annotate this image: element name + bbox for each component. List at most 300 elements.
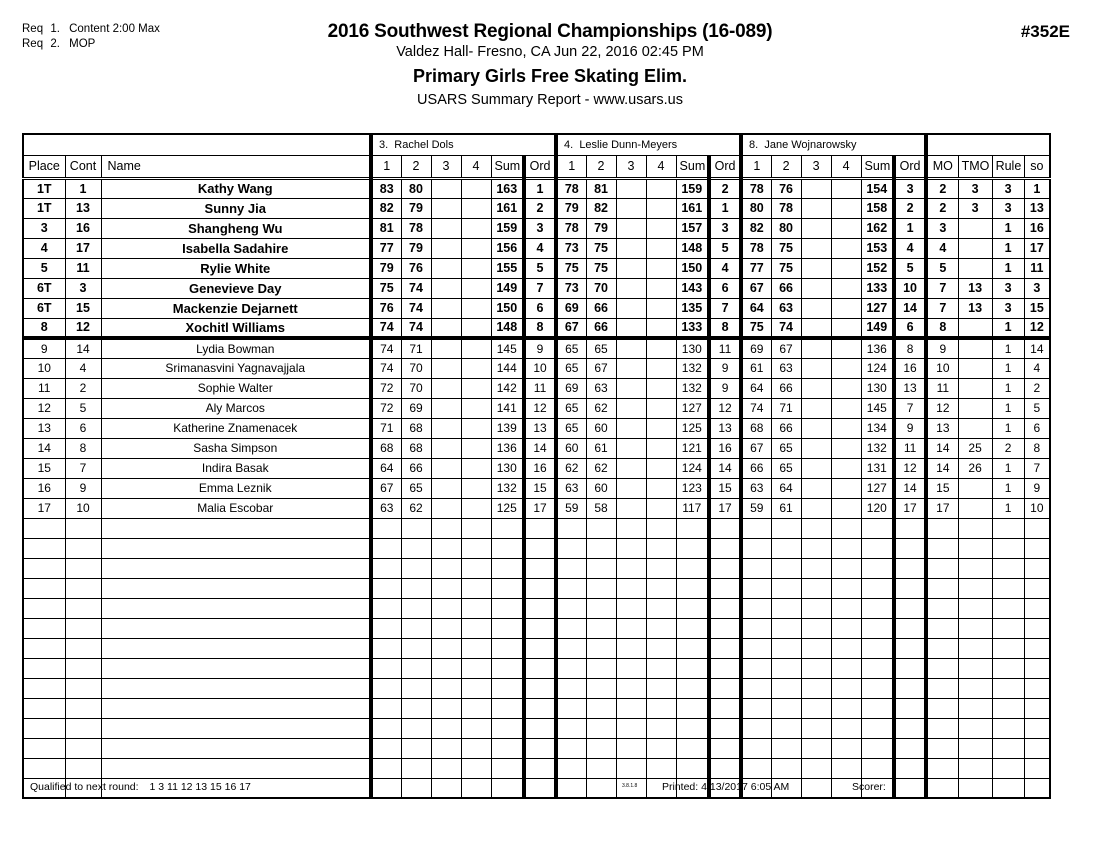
cell-place: 5	[23, 258, 65, 278]
cell-so: 3	[1024, 278, 1050, 298]
cell-j1-1: 68	[371, 438, 401, 458]
cell-j3-2: 63	[771, 358, 801, 378]
cell-j2-4	[646, 278, 676, 298]
cell-j2-sum: 135	[676, 298, 709, 318]
table-row[interactable]	[23, 298, 1050, 318]
cell-j3-3	[801, 198, 831, 218]
cell-place: 3	[23, 218, 65, 238]
cell-j1-2: 74	[401, 278, 431, 298]
cell-j2-3	[616, 418, 646, 438]
cell-cont	[65, 538, 101, 558]
cell-name: Sasha Simpson	[101, 438, 371, 458]
cell-j1-ord: 6	[524, 298, 556, 318]
cell-so: 14	[1024, 338, 1050, 358]
cell-j3-3	[801, 178, 831, 198]
col-header-j3-2: 2	[771, 155, 801, 178]
competition-title: 2016 Southwest Regional Championships (16-089)	[327, 21, 773, 42]
table-row[interactable]	[23, 478, 1050, 498]
table-row[interactable]	[23, 378, 1050, 398]
cell-rule: 1	[992, 478, 1024, 498]
cell-j3-3	[801, 278, 831, 298]
cell-j3-sum: 120	[861, 498, 894, 518]
cell-j1-sum: 139	[491, 418, 524, 438]
cell-j2-sum: 117	[676, 498, 709, 518]
cell-j3-2: 75	[771, 238, 801, 258]
cell-cont: 17	[65, 238, 101, 258]
cell-so: 7	[1024, 458, 1050, 478]
cell-j2-3	[616, 198, 646, 218]
cell-j2-2: 63	[586, 378, 616, 398]
col-header-j2-4: 4	[646, 155, 676, 178]
version-text: 3.8.1.8	[622, 783, 638, 789]
cell-j1-3	[431, 178, 461, 198]
cell-j1-ord: 1	[524, 178, 556, 198]
cell-j1-sum: 142	[491, 378, 524, 398]
cell-j1-3	[431, 458, 461, 478]
cell-so: 16	[1024, 218, 1050, 238]
cell-j2-2: 58	[586, 498, 616, 518]
cell-rule: 3	[992, 198, 1024, 218]
cell-cont: 13	[65, 198, 101, 218]
cell-j3-2: 78	[771, 198, 801, 218]
cell-name: Srimanasvini Yagnavajjala	[101, 358, 371, 378]
judge-name-row	[23, 134, 1050, 155]
cell-name	[101, 558, 371, 578]
table-row[interactable]	[23, 238, 1050, 258]
cell-j2-sum: 125	[676, 418, 709, 438]
cell-name	[101, 718, 371, 738]
cell-j1-3	[431, 498, 461, 518]
table-row[interactable]	[23, 438, 1050, 458]
cell-j2-1: 78	[556, 178, 586, 198]
cell-j1-ord: 12	[524, 398, 556, 418]
cell-j3-sum: 132	[861, 438, 894, 458]
cell-j1-2: 65	[401, 478, 431, 498]
cell-j2-ord: 8	[709, 318, 741, 338]
requirement-label: Req	[22, 23, 44, 35]
cell-place: 6T	[23, 298, 65, 318]
table-row[interactable]	[23, 178, 1050, 198]
cell-cont: 2	[65, 378, 101, 398]
table-row[interactable]	[23, 498, 1050, 518]
table-row[interactable]	[23, 358, 1050, 378]
cell-j1-3	[431, 298, 461, 318]
cell-name	[101, 738, 371, 758]
cell-j1-sum: 125	[491, 498, 524, 518]
cell-j1-3	[431, 218, 461, 238]
cell-place	[23, 678, 65, 698]
cell-j2-ord: 4	[709, 258, 741, 278]
cell-j2-2: 65	[586, 338, 616, 358]
col-header-tmo: TMO	[958, 155, 992, 178]
cell-j1-2: 79	[401, 198, 431, 218]
cell-rule: 1	[992, 498, 1024, 518]
cell-place	[23, 758, 65, 778]
cell-name: Malia Escobar	[101, 498, 371, 518]
cell-j2-sum: 130	[676, 338, 709, 358]
judge-header-3: 8. Jane Wojnarowsky	[741, 134, 926, 155]
cell-j1-sum: 159	[491, 218, 524, 238]
cell-place	[23, 618, 65, 638]
cell-j1-4	[461, 398, 491, 418]
cell-j1-ord: 10	[524, 358, 556, 378]
table-row-empty[interactable]	[23, 758, 1050, 778]
table-row[interactable]	[23, 278, 1050, 298]
col-header-j2-1: 1	[556, 155, 586, 178]
requirement-number: 1.	[50, 23, 60, 35]
cell-j2-2: 70	[586, 278, 616, 298]
table-row-empty[interactable]	[23, 738, 1050, 758]
cell-j1-2: 70	[401, 378, 431, 398]
cell-j2-4	[646, 498, 676, 518]
cell-j2-3	[616, 178, 646, 198]
cell-rule: 1	[992, 258, 1024, 278]
cell-j2-1: 69	[556, 378, 586, 398]
cell-name	[101, 678, 371, 698]
requirement-text: Content 2:00 Max	[69, 23, 160, 35]
col-header-j3-1: 1	[741, 155, 771, 178]
cell-j3-2: 74	[771, 318, 801, 338]
cell-j1-ord: 9	[524, 338, 556, 358]
cell-j2-2: 82	[586, 198, 616, 218]
cell-j1-2: 74	[401, 318, 431, 338]
cell-cont	[65, 718, 101, 738]
cell-j2-3	[616, 258, 646, 278]
cell-j3-1: 80	[741, 198, 771, 218]
cell-place	[23, 558, 65, 578]
cell-j1-ord: 16	[524, 458, 556, 478]
table-row-empty[interactable]	[23, 718, 1050, 738]
cell-j2-sum: 132	[676, 358, 709, 378]
cell-j2-1: 63	[556, 478, 586, 498]
table-row-empty[interactable]	[23, 678, 1050, 698]
cell-j1-4	[461, 298, 491, 318]
cell-cont: 4	[65, 358, 101, 378]
cell-j1-3	[431, 258, 461, 278]
cell-j1-4	[461, 338, 491, 358]
cell-j3-1: 75	[741, 318, 771, 338]
cell-j1-4	[461, 178, 491, 198]
cell-j1-sum: 144	[491, 358, 524, 378]
column-header-row	[23, 155, 1050, 178]
cell-j1-3	[431, 478, 461, 498]
table-row[interactable]	[23, 218, 1050, 238]
cell-j2-2: 79	[586, 218, 616, 238]
cell-rule: 3	[992, 298, 1024, 318]
col-header-j2-sum: Sum	[676, 155, 709, 178]
cell-tmo	[958, 398, 992, 418]
cell-j2-ord: 7	[709, 298, 741, 318]
cell-j1-4	[461, 258, 491, 278]
cell-j2-sum: 159	[676, 178, 709, 198]
cell-j2-sum: 157	[676, 218, 709, 238]
cell-rule: 1	[992, 458, 1024, 478]
table-row-empty[interactable]	[23, 558, 1050, 578]
cell-tmo	[958, 318, 992, 338]
cell-cont	[65, 598, 101, 618]
cell-tmo	[958, 358, 992, 378]
cell-name: Sunny Jia	[101, 198, 371, 218]
cell-name	[101, 578, 371, 598]
cell-j1-2: 76	[401, 258, 431, 278]
cell-j1-1: 71	[371, 418, 401, 438]
cell-j1-2: 71	[401, 338, 431, 358]
cell-j2-ord: 14	[709, 458, 741, 478]
cell-j3-3	[801, 218, 831, 238]
cell-j1-1: 76	[371, 298, 401, 318]
cell-j3-sum: 145	[861, 398, 894, 418]
cell-j2-3	[616, 458, 646, 478]
cell-j2-1: 79	[556, 198, 586, 218]
cell-mo: 9	[926, 338, 958, 358]
cell-mo: 7	[926, 278, 958, 298]
judge-row-spacer	[23, 134, 371, 155]
cell-name: Lydia Bowman	[101, 338, 371, 358]
cell-j2-ord: 2	[709, 178, 741, 198]
cell-j1-ord: 17	[524, 498, 556, 518]
table-row[interactable]	[23, 198, 1050, 218]
cell-j2-1: 62	[556, 458, 586, 478]
cell-cont: 11	[65, 258, 101, 278]
cell-j2-4	[646, 178, 676, 198]
cell-j2-1: 78	[556, 218, 586, 238]
cell-rule: 3	[992, 178, 1024, 198]
cell-tmo	[958, 258, 992, 278]
table-row[interactable]	[23, 258, 1050, 278]
cell-mo: 14	[926, 438, 958, 458]
cell-j2-1: 59	[556, 498, 586, 518]
cell-j2-3	[616, 478, 646, 498]
cell-j2-ord: 9	[709, 378, 741, 398]
cell-j1-4	[461, 238, 491, 258]
cell-j3-1: 78	[741, 238, 771, 258]
cell-so: 17	[1024, 238, 1050, 258]
cell-j2-4	[646, 398, 676, 418]
cell-place: 14	[23, 438, 65, 458]
qualified-line	[30, 781, 251, 793]
cell-j2-4	[646, 458, 676, 478]
cell-mo: 11	[926, 378, 958, 398]
cell-j1-3	[431, 338, 461, 358]
cell-mo: 7	[926, 298, 958, 318]
cell-so: 13	[1024, 198, 1050, 218]
cell-j1-1: 72	[371, 398, 401, 418]
table-row[interactable]	[23, 418, 1050, 438]
cell-j3-1: 66	[741, 458, 771, 478]
cell-j3-1: 67	[741, 438, 771, 458]
cell-j2-3	[616, 338, 646, 358]
cell-j3-sum: 149	[861, 318, 894, 338]
cell-j2-ord: 16	[709, 438, 741, 458]
cell-j3-2: 71	[771, 398, 801, 418]
table-row[interactable]	[23, 318, 1050, 338]
cell-j3-ord: 2	[894, 198, 926, 218]
cell-tmo	[958, 378, 992, 398]
cell-j1-sum: 156	[491, 238, 524, 258]
cell-j3-1: 59	[741, 498, 771, 518]
cell-name	[101, 698, 371, 718]
requirement-number: 2.	[50, 38, 60, 50]
cell-j3-2: 75	[771, 258, 801, 278]
cell-cont: 14	[65, 338, 101, 358]
cell-j1-3	[431, 198, 461, 218]
cell-name	[101, 618, 371, 638]
cell-j2-2: 81	[586, 178, 616, 198]
cell-j3-4	[831, 258, 861, 278]
cell-cont	[65, 518, 101, 538]
cell-cont: 8	[65, 438, 101, 458]
cell-j3-2: 80	[771, 218, 801, 238]
cell-j2-4	[646, 318, 676, 338]
table-row-empty[interactable]	[23, 618, 1050, 638]
cell-j2-1: 65	[556, 338, 586, 358]
cell-j3-3	[801, 358, 831, 378]
cell-j2-sum: 150	[676, 258, 709, 278]
cell-j1-1: 72	[371, 378, 401, 398]
cell-j3-ord: 3	[894, 178, 926, 198]
col-header-j3-3: 3	[801, 155, 831, 178]
col-header-j1-sum: Sum	[491, 155, 524, 178]
cell-so: 6	[1024, 418, 1050, 438]
cell-j3-sum: 136	[861, 338, 894, 358]
cell-cont: 16	[65, 218, 101, 238]
cell-place	[23, 538, 65, 558]
cell-j2-3	[616, 378, 646, 398]
cell-j3-sum: 124	[861, 358, 894, 378]
cell-j1-sum: 148	[491, 318, 524, 338]
cell-j3-2: 67	[771, 338, 801, 358]
cell-j3-3	[801, 378, 831, 398]
cell-j1-sum: 161	[491, 198, 524, 218]
col-header-j3-sum: Sum	[861, 155, 894, 178]
cell-j2-ord: 13	[709, 418, 741, 438]
cell-j2-sum: 148	[676, 238, 709, 258]
cell-j3-2: 65	[771, 458, 801, 478]
cell-name	[101, 758, 371, 778]
cell-j3-sum: 154	[861, 178, 894, 198]
sheet-number: #352E	[1020, 22, 1070, 41]
cell-j3-sum: 162	[861, 218, 894, 238]
cell-j3-4	[831, 298, 861, 318]
cell-j2-sum: 143	[676, 278, 709, 298]
cell-j3-sum: 158	[861, 198, 894, 218]
cell-j3-4	[831, 318, 861, 338]
col-header-j3-4: 4	[831, 155, 861, 178]
cell-mo: 17	[926, 498, 958, 518]
cell-tmo	[958, 218, 992, 238]
requirement-label: Req	[22, 38, 44, 50]
cell-j3-1: 64	[741, 298, 771, 318]
cell-j1-sum: 136	[491, 438, 524, 458]
cell-place: 16	[23, 478, 65, 498]
cell-j1-4	[461, 198, 491, 218]
col-header-j2-3: 3	[616, 155, 646, 178]
cell-so: 10	[1024, 498, 1050, 518]
cell-j3-ord: 1	[894, 218, 926, 238]
cell-j1-1: 75	[371, 278, 401, 298]
cell-j3-4	[831, 378, 861, 398]
cell-j3-ord: 10	[894, 278, 926, 298]
cell-rule: 1	[992, 338, 1024, 358]
cell-j3-sum: 153	[861, 238, 894, 258]
cell-j3-2: 76	[771, 178, 801, 198]
cell-j3-4	[831, 358, 861, 378]
cell-j2-sum: 121	[676, 438, 709, 458]
cell-j3-1: 82	[741, 218, 771, 238]
cell-j2-1: 73	[556, 278, 586, 298]
cell-j2-1: 75	[556, 258, 586, 278]
cell-name: Mackenzie Dejarnett	[101, 298, 371, 318]
cell-so: 4	[1024, 358, 1050, 378]
cell-place: 10	[23, 358, 65, 378]
table-row-empty[interactable]	[23, 698, 1050, 718]
cell-place: 4	[23, 238, 65, 258]
cell-j3-ord: 9	[894, 418, 926, 438]
cell-j3-1: 61	[741, 358, 771, 378]
cell-j2-2: 75	[586, 258, 616, 278]
cell-so: 1	[1024, 178, 1050, 198]
cell-j1-4	[461, 458, 491, 478]
cell-j2-sum: 133	[676, 318, 709, 338]
cell-j2-4	[646, 338, 676, 358]
cell-name: Isabella Sadahire	[101, 238, 371, 258]
table-row-empty[interactable]	[23, 578, 1050, 598]
cell-j2-3	[616, 298, 646, 318]
cell-j1-ord: 8	[524, 318, 556, 338]
cell-j1-1: 63	[371, 498, 401, 518]
cell-j3-ord: 11	[894, 438, 926, 458]
cell-j3-sum: 127	[861, 478, 894, 498]
cell-j2-1: 60	[556, 438, 586, 458]
table-row-empty[interactable]	[23, 518, 1050, 538]
cell-mo: 13	[926, 418, 958, 438]
cell-cont: 9	[65, 478, 101, 498]
table-row-empty[interactable]	[23, 538, 1050, 558]
cell-place	[23, 658, 65, 678]
table-row[interactable]	[23, 458, 1050, 478]
cell-tmo	[958, 478, 992, 498]
cell-j2-1: 69	[556, 298, 586, 318]
cell-so: 9	[1024, 478, 1050, 498]
table-row[interactable]	[23, 338, 1050, 358]
cell-j2-4	[646, 358, 676, 378]
cell-j1-1: 74	[371, 338, 401, 358]
table-row[interactable]	[23, 398, 1050, 418]
table-row-empty[interactable]	[23, 598, 1050, 618]
cell-rule: 1	[992, 398, 1024, 418]
cell-j3-ord: 14	[894, 478, 926, 498]
table-row-empty[interactable]	[23, 638, 1050, 658]
cell-j3-4	[831, 238, 861, 258]
cell-j3-ord: 8	[894, 338, 926, 358]
cell-j1-sum: 155	[491, 258, 524, 278]
col-header-place: Place	[23, 155, 65, 178]
cell-tmo: 3	[958, 198, 992, 218]
table-row-empty[interactable]	[23, 658, 1050, 678]
cell-j2-sum: 132	[676, 378, 709, 398]
cell-j3-ord: 4	[894, 238, 926, 258]
cell-j3-ord: 16	[894, 358, 926, 378]
cell-j1-1: 67	[371, 478, 401, 498]
cell-j3-3	[801, 318, 831, 338]
cell-j1-4	[461, 358, 491, 378]
col-header-rule: Rule	[992, 155, 1024, 178]
cell-j2-1: 73	[556, 238, 586, 258]
cell-name	[101, 658, 371, 678]
cell-j2-ord: 3	[709, 218, 741, 238]
cell-j3-3	[801, 458, 831, 478]
cell-j3-1: 77	[741, 258, 771, 278]
